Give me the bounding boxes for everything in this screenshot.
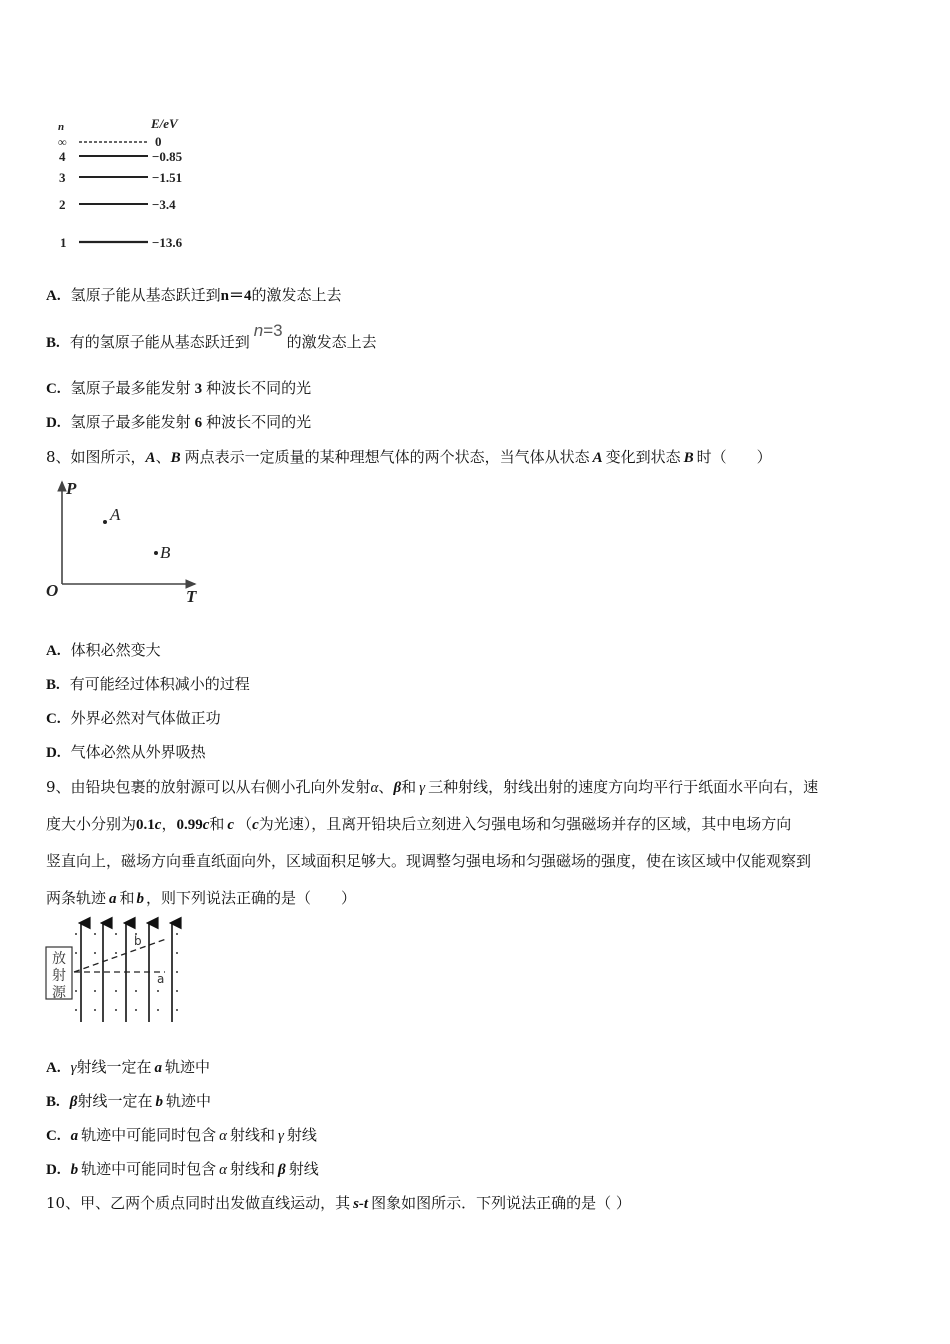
stem-text: ，则下列说法正确的是（ ） xyxy=(146,889,357,907)
track-label: a xyxy=(109,891,117,907)
stem-text: 9、由铅块包裹的放射源可以从右侧小孔向外发射 xyxy=(46,778,371,796)
track-b xyxy=(74,939,166,972)
option-text: 有的氢原子能从基态跃迁到 xyxy=(69,333,250,351)
option-letter: A. xyxy=(46,643,61,659)
state-label: A xyxy=(145,450,156,466)
option-letter: D. xyxy=(46,1162,61,1178)
source-label-2: 射 xyxy=(52,968,66,984)
option-text: 的激发态上去 xyxy=(286,333,377,351)
option-text: 体积必然变大 xyxy=(70,641,161,659)
option-text: 的激发态上去 xyxy=(251,286,342,304)
option-text: 种波长不同的光 xyxy=(206,379,312,397)
speed-unit: c xyxy=(227,817,235,833)
speed-value: 0.99 xyxy=(176,817,203,833)
answer-bracket: 时（ ） xyxy=(696,448,772,466)
t-axis-label: T xyxy=(186,587,197,606)
option-letter: D. xyxy=(46,415,61,431)
level-energy-label: −1.51 xyxy=(152,170,183,185)
stem-text: ， xyxy=(161,815,177,833)
question-text: 8、如图所示， xyxy=(46,448,146,466)
q9-option-b[interactable] xyxy=(46,1091,211,1112)
question-text: 10、甲、乙两个质点同时出发做直线运动，其 xyxy=(46,1194,351,1212)
beta-symbol: β xyxy=(69,1094,78,1110)
option-text: 射线 xyxy=(288,1160,319,1178)
question-text: 两点表示一定质量的某种理想气体的两个状态，当气体从状态 xyxy=(184,448,590,466)
level-energy-label: −0.85 xyxy=(152,149,183,164)
math-var: n xyxy=(253,321,264,340)
source-label-3: 源 xyxy=(52,985,66,1001)
separator: 、 xyxy=(155,448,171,466)
option-letter: C. xyxy=(46,381,61,397)
option-text: 有可能经过体积减小的过程 xyxy=(69,675,250,693)
state-label: B xyxy=(170,450,181,466)
option-text: 轨迹中可能同时包含 xyxy=(81,1126,217,1144)
beta-symbol: β xyxy=(393,780,402,796)
track-label: b xyxy=(70,1162,79,1178)
option-text: 气体必然从外界吸热 xyxy=(70,743,206,761)
track-label: b xyxy=(136,891,145,907)
option-text: 轨迹中 xyxy=(165,1092,211,1110)
option-number: 3 xyxy=(194,381,203,397)
option-letter: B. xyxy=(46,335,60,351)
option-text: 氢原子最多能发射 xyxy=(70,379,191,397)
energy-axis-label: E/eV xyxy=(151,116,178,131)
math-expression: s-t xyxy=(353,1196,369,1212)
q9-option-d[interactable] xyxy=(46,1159,319,1180)
p-axis-label: P xyxy=(66,479,77,498)
option-text: 轨迹中可能同时包含 xyxy=(81,1160,217,1178)
stem-text: 为光速），且离开铅块后立刻进入匀强电场和匀强磁场并存的区域，其中电场方向 xyxy=(258,815,792,833)
option-text: 氢原子最多能发射 xyxy=(70,413,191,431)
alpha-symbol: α xyxy=(370,780,379,796)
n-axis-label: n xyxy=(58,121,65,133)
option-letter: C. xyxy=(46,711,61,727)
level-n-label: 4 xyxy=(59,149,66,164)
stem-text: （ xyxy=(237,815,253,833)
track-b-label: b xyxy=(134,934,142,948)
option-number: 6 xyxy=(194,415,203,431)
question-text: 图象如图所示．下列说法正确的是（ ） xyxy=(371,1194,631,1212)
gamma-symbol: γ xyxy=(278,1128,284,1144)
stem-text: 度大小分别为 xyxy=(46,815,137,833)
level-n-label: ∞ xyxy=(58,135,67,149)
speed-unit: c xyxy=(154,817,162,833)
speed-unit: c xyxy=(202,817,210,833)
gamma-symbol: γ xyxy=(70,1060,77,1076)
q9-option-a[interactable] xyxy=(46,1057,210,1078)
q10-stem xyxy=(46,1193,631,1214)
state-label: A xyxy=(592,450,603,466)
stem-text: 、 xyxy=(378,778,394,796)
point-b-label: B xyxy=(160,543,171,562)
track-a-label: a xyxy=(157,972,165,986)
option-text: 射线 xyxy=(286,1126,317,1144)
gamma-symbol: γ xyxy=(419,780,426,796)
level-energy-label: 0 xyxy=(155,134,162,149)
level-energy-label: −13.6 xyxy=(152,235,183,250)
q9-option-c[interactable] xyxy=(46,1125,317,1146)
option-text: 种波长不同的光 xyxy=(206,413,312,431)
speed-unit: c xyxy=(252,817,259,833)
option-text: 氢原子能从基态跃迁到 xyxy=(70,286,221,304)
option-letter: C. xyxy=(46,1128,61,1144)
option-text: 射线一定在 xyxy=(76,1058,152,1076)
stem-text: 三种射线，射线出射的速度方向均平行于纸面水平向右，速 xyxy=(428,778,819,796)
option-text: 轨迹中 xyxy=(165,1058,211,1076)
option-letter: D. xyxy=(46,745,61,761)
option-text: 射线一定在 xyxy=(77,1092,153,1110)
origin-label: O xyxy=(46,581,59,600)
level-energy-label: −3.4 xyxy=(152,197,176,212)
math-expression: n＝4 xyxy=(220,288,252,304)
alpha-symbol: α xyxy=(219,1162,227,1178)
track-label: b xyxy=(155,1094,163,1110)
math-rest: =3 xyxy=(263,321,283,340)
option-text: 射线和 xyxy=(229,1160,275,1178)
option-text: 射线和 xyxy=(229,1126,275,1144)
question-text: 变化到状态 xyxy=(605,448,681,466)
speed-value: 0.1 xyxy=(136,817,155,833)
track-label: a xyxy=(70,1128,79,1144)
option-letter: A. xyxy=(46,288,61,304)
stem-text: 和 xyxy=(401,778,417,796)
option-letter: A. xyxy=(46,1060,61,1076)
stem-text: 和 xyxy=(209,815,225,833)
level-n-label: 3 xyxy=(59,170,66,185)
track-label: a xyxy=(154,1060,163,1076)
stem-text: 两条轨迹 xyxy=(46,889,107,907)
option-letter: B. xyxy=(46,1094,60,1110)
stem-text: 和 xyxy=(119,889,135,907)
beta-symbol: β xyxy=(278,1162,286,1178)
level-n-label: 1 xyxy=(60,235,67,250)
alpha-symbol: α xyxy=(219,1128,227,1144)
option-letter: B. xyxy=(46,677,60,693)
source-label-1: 放 xyxy=(52,951,66,967)
state-label: B xyxy=(683,450,694,466)
option-text: 外界必然对气体做正功 xyxy=(70,709,221,727)
level-n-label: 2 xyxy=(59,197,66,212)
point-a-label: A xyxy=(110,505,121,524)
stem-text: 竖直向上，磁场方向垂直纸面向外，区域面积足够大。现调整匀强电场和匀强磁场的强度，使在该区域中仅能观察到 xyxy=(46,852,812,870)
